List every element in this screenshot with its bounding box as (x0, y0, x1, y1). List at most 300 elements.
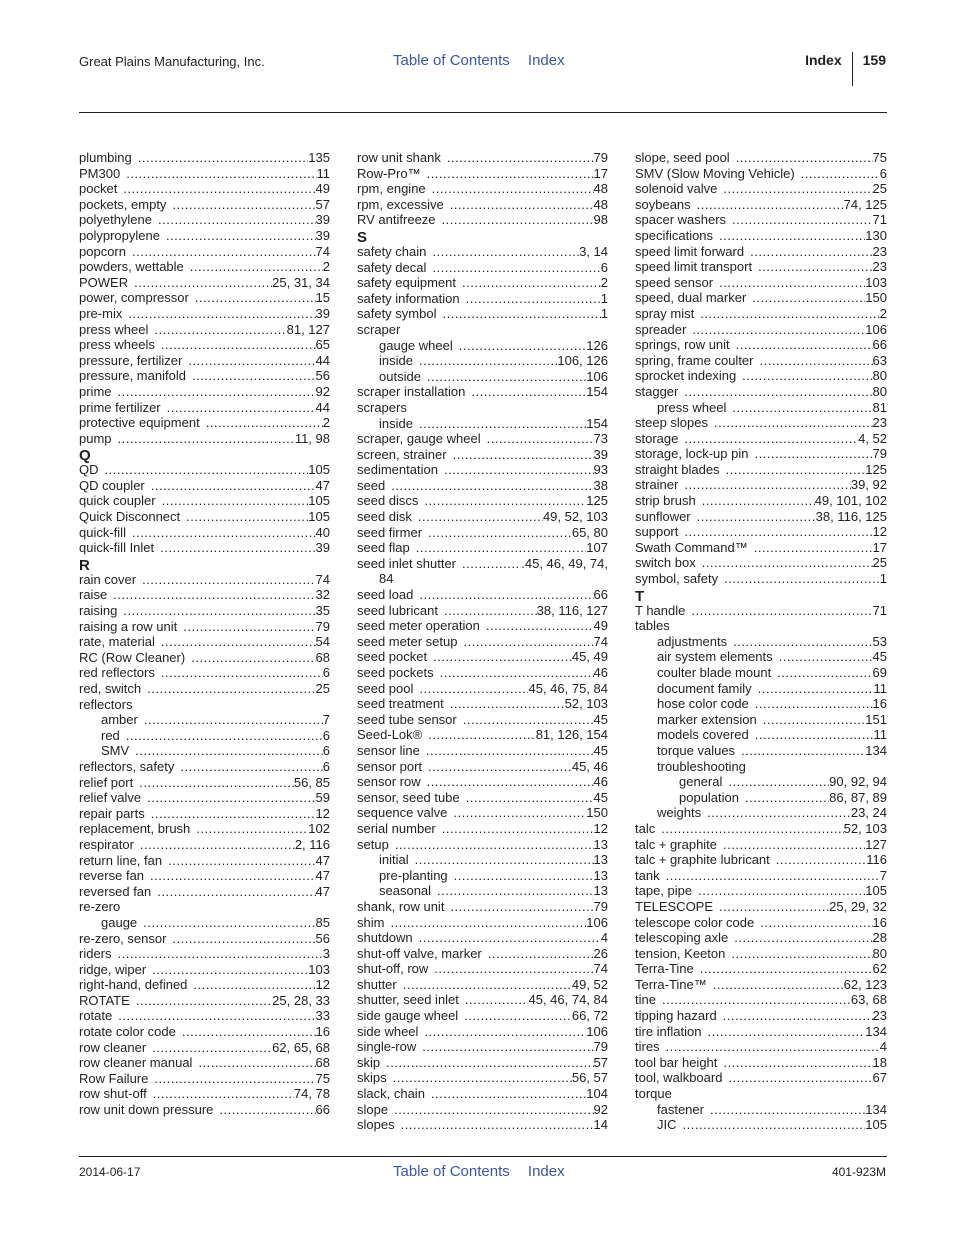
page-reference[interactable]: 6 (322, 665, 330, 681)
index-entry[interactable] (79, 759, 330, 775)
page-reference[interactable]: 39 (315, 227, 330, 243)
page-reference[interactable]: 28 (872, 930, 887, 946)
page-reference[interactable]: 107 (586, 540, 608, 556)
page-reference[interactable]: 25 (872, 181, 887, 197)
index-entry[interactable] (357, 244, 608, 260)
index-entry[interactable] (635, 681, 887, 697)
index-entry[interactable] (635, 603, 887, 619)
page-reference[interactable]: 106, 126 (557, 353, 608, 369)
index-entry[interactable] (79, 853, 330, 869)
page-reference[interactable]: 23 (872, 415, 887, 431)
index-entry[interactable] (79, 306, 330, 322)
index-entry[interactable] (357, 1055, 608, 1071)
index-entry[interactable] (79, 619, 330, 635)
index-entry[interactable] (635, 571, 887, 587)
page-reference[interactable]: 59 (315, 790, 330, 806)
index-entry[interactable] (79, 743, 330, 759)
page-reference[interactable]: 3, 14 (579, 243, 608, 259)
page-reference[interactable]: 125 (865, 461, 887, 477)
index-entry[interactable] (635, 306, 887, 322)
index-entry[interactable] (635, 368, 887, 384)
page-reference[interactable]: 79 (593, 150, 608, 165)
page-reference[interactable]: 49, 52 (571, 976, 608, 992)
page-reference[interactable]: 1 (600, 306, 608, 322)
index-entry[interactable] (79, 368, 330, 384)
page-reference[interactable]: 73 (593, 431, 608, 447)
table-of-contents-link[interactable]: Table of Contents (393, 1163, 510, 1180)
page-reference[interactable]: 102 (308, 821, 330, 837)
page-reference[interactable]: 74 (315, 243, 330, 259)
page-reference[interactable]: 23, 24 (850, 805, 887, 821)
index-entry[interactable] (635, 868, 887, 884)
index-entry[interactable] (635, 696, 887, 712)
index-entry[interactable] (357, 649, 608, 665)
index-entry[interactable] (635, 946, 887, 962)
page-reference[interactable]: 48 (593, 181, 608, 197)
index-entry[interactable] (357, 493, 608, 509)
index-entry[interactable] (357, 821, 608, 837)
index-entry[interactable] (357, 837, 608, 853)
page-reference[interactable]: 154 (586, 415, 608, 431)
page-reference[interactable]: 7 (879, 867, 887, 883)
page-reference[interactable]: 134 (865, 1101, 887, 1117)
index-entry[interactable] (635, 150, 887, 166)
page-reference[interactable]: 127 (865, 836, 887, 852)
index-entry[interactable] (79, 634, 330, 650)
page-reference[interactable]: 80 (872, 945, 887, 961)
index-entry[interactable] (635, 384, 887, 400)
index-entry[interactable] (357, 306, 608, 322)
index-entry[interactable] (79, 540, 330, 556)
page-reference[interactable]: 98 (593, 212, 608, 228)
index-entry[interactable] (79, 415, 330, 431)
page-reference[interactable]: 13 (593, 836, 608, 852)
page-reference[interactable]: 74 (593, 961, 608, 977)
page-reference[interactable]: 4 (879, 1039, 887, 1055)
page-reference[interactable]: 2 (879, 305, 887, 321)
page-reference[interactable]: 62, 123 (843, 976, 887, 992)
page-reference[interactable]: 14 (593, 1117, 608, 1133)
page-reference[interactable]: 23 (872, 259, 887, 275)
page-reference[interactable]: 62, 65, 68 (272, 1039, 330, 1055)
index-entry[interactable] (357, 587, 608, 603)
index-entry[interactable] (79, 1071, 330, 1087)
index-entry[interactable] (357, 977, 608, 993)
page-reference[interactable]: 12 (315, 977, 330, 993)
index-entry[interactable] (635, 1086, 887, 1102)
page-reference[interactable]: 105 (308, 462, 330, 478)
index-entry[interactable] (79, 275, 330, 291)
page-reference[interactable]: 69 (872, 665, 887, 680)
index-entry[interactable] (357, 540, 608, 556)
index-entry[interactable] (357, 197, 608, 213)
index-entry[interactable] (79, 572, 330, 588)
page-reference[interactable]: 16 (315, 1024, 330, 1040)
page-reference[interactable]: 105 (865, 883, 887, 899)
index-entry[interactable] (357, 322, 608, 338)
page-reference[interactable]: 26 (593, 945, 608, 961)
index-entry[interactable] (79, 244, 330, 260)
index-entry[interactable] (635, 977, 887, 993)
page-reference[interactable]: 80 (872, 368, 887, 384)
page-reference[interactable]: 134 (865, 1023, 887, 1039)
page-reference[interactable]: 79 (315, 618, 330, 634)
index-entry[interactable] (79, 353, 330, 369)
page-reference[interactable]: 56, 57 (571, 1070, 608, 1086)
page-reference[interactable]: 2 (322, 259, 330, 275)
index-entry[interactable] (635, 212, 887, 228)
page-reference[interactable]: 53 (872, 633, 887, 649)
page-reference[interactable]: 80 (872, 383, 887, 399)
page-reference[interactable]: 116 (866, 852, 887, 868)
page-reference[interactable]: 74, 78 (293, 1086, 330, 1102)
page-reference[interactable]: 90, 92, 94 (829, 774, 887, 790)
page-reference[interactable]: 103 (865, 274, 887, 290)
page-reference[interactable]: 134 (865, 742, 887, 758)
page-reference[interactable]: 11 (316, 165, 330, 181)
page-reference[interactable]: 40 (315, 524, 330, 540)
index-entry[interactable] (635, 524, 887, 540)
index-entry[interactable] (357, 556, 608, 572)
index-entry[interactable] (635, 634, 887, 650)
index-entry[interactable] (79, 1024, 330, 1040)
index-entry[interactable] (79, 166, 330, 182)
index-entry[interactable] (635, 353, 887, 369)
index-entry[interactable] (79, 493, 330, 509)
page-reference[interactable]: 75 (315, 1070, 330, 1086)
page-reference[interactable]: 56 (315, 930, 330, 946)
page-reference[interactable]: 25, 29, 32 (829, 898, 887, 914)
page-reference[interactable]: 4 (600, 930, 608, 946)
index-entry[interactable] (79, 915, 330, 931)
index-entry[interactable] (357, 212, 608, 228)
index-entry[interactable] (635, 727, 887, 743)
page-reference[interactable]: 57 (593, 1054, 608, 1070)
page-reference[interactable]: 106 (586, 1023, 608, 1039)
index-entry[interactable] (79, 1102, 330, 1118)
page-reference[interactable]: 105 (308, 493, 330, 509)
index-entry[interactable] (635, 228, 887, 244)
index-entry[interactable] (635, 1117, 887, 1133)
page-reference[interactable]: 38, 116, 127 (536, 602, 608, 618)
page-reference[interactable]: 39 (315, 212, 330, 228)
page-reference[interactable]: 47 (315, 477, 330, 493)
index-entry[interactable] (79, 837, 330, 853)
page-reference[interactable]: 6 (322, 743, 330, 759)
page-reference[interactable]: 17 (872, 539, 887, 555)
index-entry[interactable] (357, 447, 608, 463)
page-reference[interactable]: 105 (308, 509, 330, 525)
index-entry[interactable] (79, 946, 330, 962)
index-entry[interactable] (357, 852, 608, 868)
index-entry[interactable] (635, 431, 887, 447)
index-entry[interactable] (635, 790, 887, 806)
page-reference[interactable]: 11 (873, 680, 887, 696)
index-entry[interactable] (79, 259, 330, 275)
page-reference[interactable]: 6 (879, 165, 887, 181)
page-reference[interactable]: 39 (315, 305, 330, 321)
page-reference[interactable]: 49 (315, 181, 330, 197)
page-reference[interactable]: 150 (865, 290, 887, 306)
page-reference[interactable]: 79 (872, 446, 887, 462)
index-entry[interactable] (79, 587, 330, 603)
page-reference[interactable]: 45, 46, 75, 84 (528, 680, 608, 696)
index-entry[interactable] (79, 509, 330, 525)
index-entry[interactable] (79, 868, 330, 884)
page-reference[interactable]: 130 (865, 227, 887, 243)
page-reference[interactable]: 39, 92 (850, 477, 887, 493)
page-reference[interactable]: 16 (872, 696, 887, 712)
index-entry[interactable] (635, 166, 887, 182)
page-reference[interactable]: 126 (586, 337, 608, 353)
index-entry[interactable] (357, 384, 608, 400)
page-reference[interactable]: 66 (872, 337, 887, 353)
page-reference[interactable]: 93 (593, 462, 608, 478)
page-reference[interactable]: 79 (593, 898, 608, 914)
page-reference[interactable]: 45 (593, 711, 608, 727)
page-reference[interactable]: .45, 46, 49, 74, (521, 555, 608, 571)
index-entry[interactable] (357, 634, 608, 650)
page-reference[interactable]: 151 (865, 711, 887, 727)
index-entry[interactable] (635, 618, 887, 634)
index-entry[interactable] (635, 259, 887, 275)
index-entry[interactable] (79, 181, 330, 197)
index-entry[interactable] (635, 493, 887, 509)
index-entry[interactable] (357, 260, 608, 276)
page-reference[interactable]: 23 (872, 243, 887, 259)
index-entry[interactable] (635, 837, 887, 853)
page-reference[interactable]: 25, 28, 33 (272, 992, 330, 1008)
page-reference[interactable]: 13 (593, 883, 608, 899)
page-reference[interactable]: 39 (315, 540, 330, 556)
index-entry[interactable] (79, 400, 330, 416)
page-reference[interactable]: 71 (872, 602, 887, 618)
index-entry[interactable] (357, 369, 608, 385)
page-reference[interactable]: 6 (600, 259, 608, 275)
index-entry[interactable] (357, 1070, 608, 1086)
index-entry[interactable] (635, 275, 887, 291)
page-reference[interactable]: 45 (593, 742, 608, 758)
index-entry[interactable] (635, 712, 887, 728)
index-entry[interactable] (79, 650, 330, 666)
index-entry[interactable] (357, 759, 608, 775)
page-reference[interactable]: 74 (593, 633, 608, 649)
page-reference[interactable]: 68 (315, 649, 330, 665)
page-reference[interactable]: 62 (872, 961, 887, 977)
page-reference[interactable]: 66, 72 (571, 1008, 608, 1024)
page-reference[interactable]: 45 (593, 789, 608, 805)
page-reference[interactable]: 79 (593, 1039, 608, 1055)
index-entry[interactable] (635, 774, 887, 790)
index-entry[interactable] (635, 181, 887, 197)
index-entry[interactable] (635, 899, 887, 915)
index-entry[interactable] (357, 790, 608, 806)
page-reference[interactable]: 1 (600, 290, 608, 306)
index-entry[interactable] (357, 400, 608, 416)
page-reference[interactable]: 45, 46 (571, 758, 608, 774)
index-entry[interactable] (635, 1102, 887, 1118)
index-entry[interactable] (635, 509, 887, 525)
index-entry[interactable] (635, 400, 887, 416)
page-reference[interactable]: 11 (873, 727, 887, 743)
index-entry[interactable] (357, 805, 608, 821)
index-entry[interactable] (79, 806, 330, 822)
index-entry[interactable] (357, 946, 608, 962)
index-entry[interactable] (79, 290, 330, 306)
page-reference[interactable]: 105 (865, 1117, 887, 1133)
index-entry[interactable] (79, 431, 330, 447)
page-reference[interactable]: 6 (322, 758, 330, 774)
index-entry[interactable] (635, 540, 887, 556)
index-entry[interactable] (357, 431, 608, 447)
index-entry[interactable] (79, 462, 330, 478)
index-entry[interactable] (79, 931, 330, 947)
page-reference[interactable]: 48 (593, 196, 608, 212)
index-entry[interactable] (635, 961, 887, 977)
index-entry[interactable] (79, 525, 330, 541)
index-entry[interactable] (357, 618, 608, 634)
index-entry[interactable] (357, 462, 608, 478)
index-link[interactable]: Index (527, 52, 565, 69)
page-reference[interactable]: 63, 68 (850, 992, 887, 1008)
index-entry[interactable] (357, 181, 608, 197)
index-entry[interactable] (357, 665, 608, 681)
page-reference[interactable]: 1 (879, 571, 887, 587)
page-reference[interactable]: 17 (593, 165, 608, 181)
page-reference[interactable]: 39 (593, 446, 608, 462)
page-reference[interactable]: 44 (315, 399, 330, 415)
page-reference[interactable]: 68 (315, 1055, 330, 1071)
page-reference[interactable]: 23 (872, 1008, 887, 1024)
page-reference[interactable]: 81 (872, 399, 887, 415)
page-reference[interactable]: 11, 98 (294, 430, 330, 446)
index-entry[interactable] (635, 883, 887, 899)
index-entry[interactable] (79, 697, 330, 713)
page-reference[interactable]: 35 (315, 603, 330, 619)
page-reference[interactable]: 63 (872, 352, 887, 368)
index-entry[interactable] (79, 775, 330, 791)
index-entry[interactable] (357, 1086, 608, 1102)
index-entry[interactable] (79, 790, 330, 806)
index-entry[interactable] (357, 915, 608, 931)
index-entry[interactable] (357, 712, 608, 728)
index-entry[interactable] (357, 509, 608, 525)
page-reference[interactable]: 65, 80 (571, 524, 608, 540)
index-entry[interactable] (357, 478, 608, 494)
page-reference[interactable]: 49 (593, 618, 608, 634)
index-entry[interactable] (635, 805, 887, 821)
page-reference[interactable]: 52, 103 (564, 696, 608, 712)
page-reference[interactable]: 57 (315, 196, 330, 212)
index-entry[interactable] (79, 1040, 330, 1056)
page-reference[interactable]: 46 (593, 774, 608, 790)
index-entry[interactable] (79, 977, 330, 993)
index-entry[interactable] (79, 665, 330, 681)
page-reference[interactable]: 81, 127 (286, 321, 330, 337)
page-reference[interactable]: 25 (872, 555, 887, 571)
page-reference[interactable]: 12 (872, 524, 887, 540)
page-reference[interactable]: 75 (872, 150, 887, 165)
index-entry[interactable] (79, 1086, 330, 1102)
page-reference[interactable]: 54 (315, 634, 330, 650)
index-entry[interactable] (357, 1024, 608, 1040)
index-entry[interactable] (79, 212, 330, 228)
index-entry[interactable] (635, 821, 887, 837)
page-reference[interactable]: 13 (593, 852, 608, 868)
page-reference[interactable]: 47 (315, 883, 330, 899)
page-reference[interactable]: 33 (315, 1008, 330, 1024)
index-entry[interactable] (635, 462, 887, 478)
index-entry[interactable] (635, 649, 887, 665)
index-entry[interactable] (79, 993, 330, 1009)
page-reference[interactable]: 106 (586, 914, 608, 930)
page-reference[interactable]: 2 (322, 415, 330, 431)
page-reference[interactable]: 4, 52 (858, 430, 887, 446)
index-entry[interactable] (357, 291, 608, 307)
page-reference[interactable]: 18 (872, 1054, 887, 1070)
page-reference[interactable]: 7 (322, 712, 330, 728)
index-entry[interactable] (635, 555, 887, 571)
index-entry[interactable] (357, 1117, 608, 1133)
index-entry[interactable] (635, 1039, 887, 1055)
page-reference[interactable]: 66 (593, 587, 608, 603)
index-entry[interactable] (79, 322, 330, 338)
page-reference[interactable]: 2 (600, 275, 608, 291)
index-entry[interactable] (635, 446, 887, 462)
index-entry[interactable] (79, 884, 330, 900)
index-entry[interactable] (79, 899, 330, 915)
index-entry[interactable] (357, 774, 608, 790)
index-entry[interactable] (357, 696, 608, 712)
index-entry[interactable] (635, 852, 887, 868)
index-entry[interactable] (79, 150, 330, 166)
index-entry[interactable] (635, 915, 887, 931)
page-reference[interactable]: 45, 46, 74, 84 (528, 992, 608, 1008)
page-reference[interactable]: 86, 87, 89 (829, 789, 887, 805)
page-reference[interactable]: 15 (315, 290, 330, 306)
index-entry[interactable] (79, 1008, 330, 1024)
index-entry[interactable] (79, 384, 330, 400)
index-entry[interactable] (635, 1070, 887, 1086)
page-reference[interactable]: 65 (315, 337, 330, 353)
index-entry[interactable] (635, 1055, 887, 1071)
page-reference[interactable]: 67 (872, 1070, 887, 1086)
index-entry[interactable] (357, 961, 608, 977)
index-entry[interactable] (79, 962, 330, 978)
page-reference[interactable]: 106 (586, 368, 608, 384)
page-reference[interactable]: 12 (315, 805, 330, 821)
page-reference[interactable]: 25 (315, 681, 330, 696)
page-reference[interactable]: 92 (315, 383, 330, 399)
index-entry[interactable] (79, 728, 330, 744)
index-entry[interactable] (79, 603, 330, 619)
index-entry[interactable] (357, 166, 608, 182)
index-entry[interactable] (357, 1102, 608, 1118)
page-reference[interactable]: 74 (315, 571, 330, 587)
page-reference[interactable]: 38, 116, 125 (815, 508, 887, 524)
page-reference[interactable]: 104 (586, 1086, 608, 1102)
index-entry[interactable] (79, 197, 330, 213)
index-entry[interactable] (635, 337, 887, 353)
index-entry[interactable] (635, 415, 887, 431)
index-entry[interactable] (635, 930, 887, 946)
index-entry[interactable] (635, 759, 887, 775)
page-reference[interactable]: 45 (872, 649, 887, 665)
page-reference[interactable]: 66 (315, 1102, 330, 1118)
index-entry[interactable] (79, 337, 330, 353)
index-entry[interactable] (635, 992, 887, 1008)
index-entry[interactable] (79, 1055, 330, 1071)
